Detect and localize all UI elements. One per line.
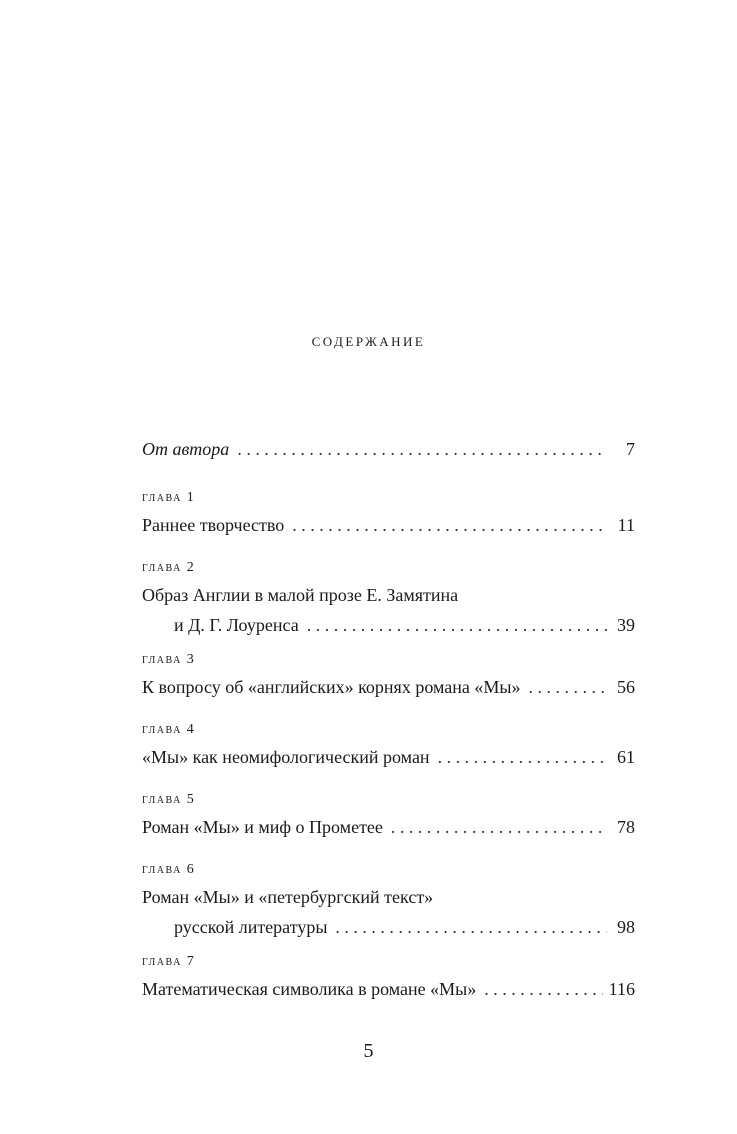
toc-entry-chapter-3[interactable] [142,650,635,702]
dot-leader [484,974,602,1004]
toc-page-number: 78 [617,817,635,837]
dot-leader [292,510,607,540]
dot-leader [335,912,607,942]
toc-entry-author-note[interactable] [142,434,635,464]
chapter-label: глава 4 [142,722,196,737]
toc-entry-title: Раннее творчество [142,515,285,535]
toc-entry-title: От автора [142,439,230,459]
chapter-label: глава 2 [142,560,196,575]
toc-entry-title-line-1: Роман «Мы» и «петербургский текст» [142,887,434,907]
toc-entry-chapter-2[interactable] [142,558,635,640]
page-title [0,330,737,352]
chapter-label: глава 5 [142,792,196,807]
chapter-label: глава 1 [142,490,196,505]
toc-page-number: 39 [617,615,635,635]
dot-leader [391,812,607,842]
toc-entry-chapter-5[interactable] [142,790,635,842]
toc-page-number: 116 [608,979,635,999]
toc-page-number: 98 [617,917,635,937]
toc-heading: содержание [311,330,426,351]
dot-leader [438,742,607,772]
toc-entry-title-line-2: русской литературы [174,917,328,937]
toc-entry-chapter-4[interactable] [142,720,635,772]
toc-page-number: 7 [626,439,635,459]
toc-entry-title: «Мы» как неомифологический роман [142,747,430,767]
toc-page-number: 61 [617,747,635,767]
toc-entry-chapter-6[interactable] [142,860,635,942]
toc-page-number: 11 [617,515,635,535]
chapter-label: глава 3 [142,652,196,667]
toc-entry-title: К вопросу об «английских» корнях романа «Мы» [142,677,521,697]
toc-page-number: 56 [617,677,635,697]
dot-leader [237,434,607,464]
chapter-label: глава 7 [142,954,196,969]
toc-entry-chapter-1[interactable] [142,488,635,540]
toc-entry-title-line-2: и Д. Г. Лоуренса [174,615,299,635]
toc-entry-title: Роман «Мы» и миф о Прометее [142,817,383,837]
page-number: 5 [363,1040,374,1062]
toc-entry-title-line-1: Образ Англии в малой прозе Е. Замятина [142,585,459,605]
chapter-label: глава 6 [142,862,196,877]
toc-entry-chapter-7[interactable] [142,952,635,1004]
toc-entry-title: Математическая символика в романе «Мы» [142,979,477,999]
dot-leader [307,610,607,640]
dot-leader [528,672,607,702]
